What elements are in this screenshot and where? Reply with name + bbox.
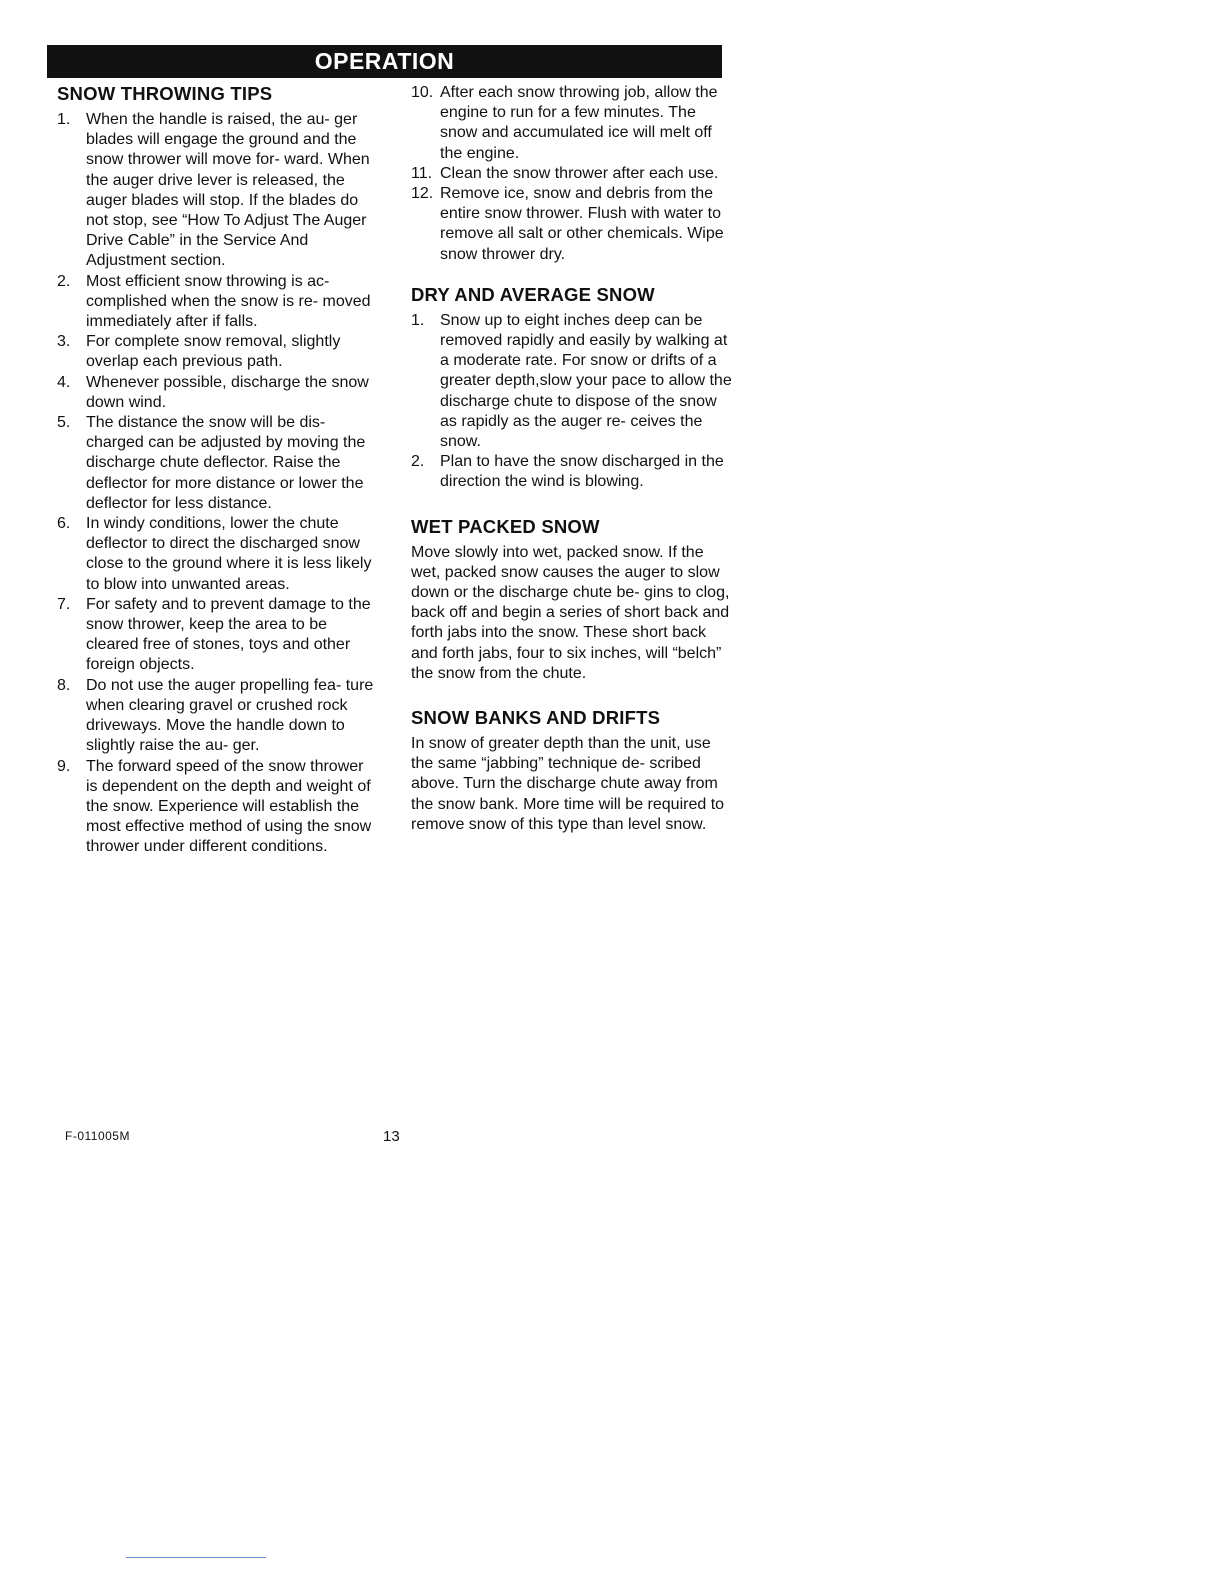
item-text: In windy conditions, lower the chute deflector to direct the discharged snow close to the ground where it is less likely to blow into unwanted areas. [86, 515, 372, 593]
item-text: Snow up to eight inches deep can be removed rapidly and easily by walking at a moderate rate. For snow or drifts of a greater depth,slow your pace to allow the discharge chute to dispose of the snow as rapidly as the auger re- ceives the snow. [440, 311, 732, 451]
right-column [411, 82, 733, 835]
section-banner: OPERATION [47, 45, 722, 78]
snow-throwing-tips-list [57, 110, 379, 858]
item-number: 2. [411, 453, 425, 471]
item-text: For safety and to prevent damage to the snow thrower, keep the area to be cleared free of stones, toys and other foreign objects. [86, 595, 371, 674]
item-text: When the handle is raised, the au- ger blades will engage the ground and the snow thrower will move for- ward. When the auger drive lever is released, the auger blades will stop. If the blades do not stop, see “How To Adjust The Auger Drive Cable” in the Service And Adjustment section. [86, 111, 370, 270]
left-column [57, 82, 379, 858]
list-item [57, 595, 379, 676]
item-number: 12. [411, 185, 434, 203]
list-item [411, 184, 733, 265]
list-item [57, 676, 379, 757]
list-item [57, 110, 379, 272]
item-number: 6. [57, 515, 71, 533]
item-text: Clean the snow thrower after each use. [440, 164, 719, 182]
dry-average-snow-heading: DRY AND AVERAGE SNOW [411, 283, 655, 305]
document-code: F-011005M [65, 1129, 130, 1143]
item-text: After each snow throwing job, allow the engine to run for a few minutes. The snow and accumulated ice will melt off the engine. [440, 84, 718, 162]
snow-banks-drifts-section [411, 706, 733, 835]
dry-average-snow-section [411, 283, 733, 493]
wet-packed-snow-text: Move slowly into wet, packed snow. If the wet, packed snow causes the auger to slow down or the discharge chute be- gins to clog, back off and begin a series of short back and forth jabs into the snow. These short back and forth jabs, four to six inches, will “belch” the snow from the chute. [411, 543, 730, 682]
item-number: 5. [57, 414, 71, 432]
snow-throwing-tips-list-continued [411, 83, 733, 265]
list-item [57, 373, 379, 413]
list-item [411, 452, 733, 492]
item-number: 1. [57, 111, 71, 128]
dry-average-snow-list [411, 311, 733, 493]
item-number: 1. [411, 311, 425, 329]
item-text: Do not use the auger propelling fea- ture when clearing gravel or crushed rock driveways. Move the handle down to slightly raise the au- ger. [86, 676, 374, 755]
list-item [411, 311, 733, 452]
item-text: Most efficient snow throwing is ac- complished when the snow is re- moved immediately after if falls. [86, 272, 371, 331]
wet-packed-snow-section [411, 515, 733, 684]
item-text: The distance the snow will be dis- charged can be adjusted by moving the discharge chute deflector. Raise the deflector for more distance or lower the deflector for less distance. [86, 414, 366, 512]
list-item [57, 272, 379, 333]
item-text: Plan to have the snow discharged in the direction the wind is blowing. [440, 453, 724, 491]
item-number: 4. [57, 373, 71, 391]
snow-throwing-tips-heading: SNOW THROWING TIPS [57, 83, 273, 104]
item-number: 7. [57, 595, 71, 613]
item-number: 2. [57, 272, 71, 290]
list-item [411, 83, 733, 164]
list-item [57, 514, 379, 595]
item-text: Whenever possible, discharge the snow down wind. [86, 373, 369, 411]
item-text: Remove ice, snow and debris from the entire snow thrower. Flush with water to remove all salt or other chemicals. Wipe snow thrower dry. [440, 185, 724, 263]
wet-packed-snow-heading: WET PACKED SNOW [411, 515, 600, 537]
snow-banks-drifts-heading: SNOW BANKS AND DRIFTS [411, 707, 661, 729]
list-item [57, 413, 379, 514]
page-number: 13 [383, 1128, 400, 1145]
list-item [411, 164, 733, 184]
divider [126, 1557, 266, 1558]
snow-banks-drifts-text: In snow of greater depth than the unit, use the same “jabbing” technique de- scribed above. Turn the discharge chute away from the snow bank. More time will be required to remove snow of this type than level snow. [411, 735, 725, 833]
item-number: 9. [57, 757, 71, 775]
list-item [57, 757, 379, 858]
item-number: 3. [57, 333, 71, 351]
item-text: For complete snow removal, slightly overlap each previous path. [86, 333, 341, 371]
item-number: 11. [411, 164, 433, 182]
item-number: 10. [411, 84, 434, 101]
item-number: 8. [57, 676, 71, 694]
item-text: The forward speed of the snow thrower is dependent on the depth and weight of the snow. Experience will establish the most effective method of using the snow thrower under different conditions. [86, 757, 372, 856]
list-item [57, 332, 379, 372]
